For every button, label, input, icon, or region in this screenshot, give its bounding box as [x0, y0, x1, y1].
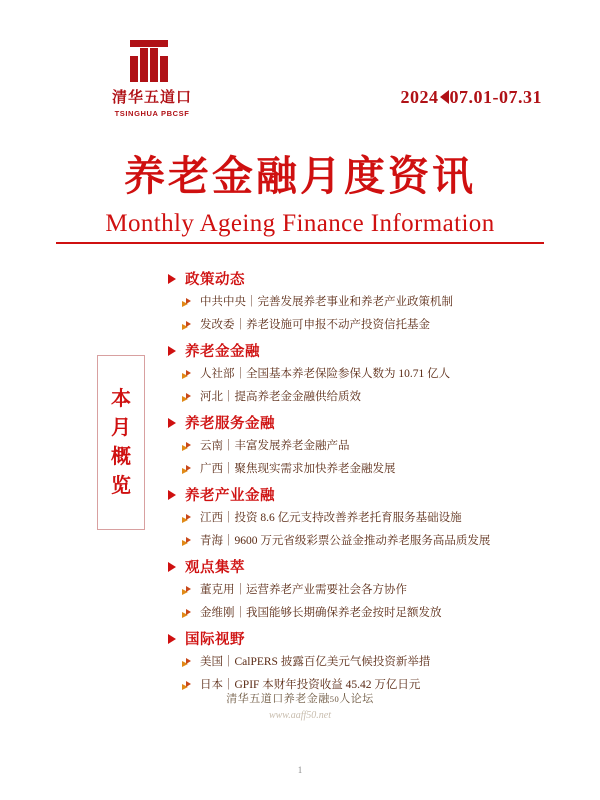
title-divider	[56, 242, 544, 244]
section-header[interactable]	[168, 556, 528, 577]
list-item-text: 广西｜聚焦现实需求加快养老金融发展	[200, 462, 396, 475]
list-item[interactable]	[182, 295, 528, 311]
list-item-text: 美国｜CalPERS 披露百亿美元气候投资新举措	[200, 656, 431, 669]
arrow-bullet-icon	[168, 346, 176, 356]
list-item-text: 江西｜投资 8.6 亿元支持改善养老托育服务基础设施	[200, 512, 462, 525]
arrow-bullet-icon	[168, 490, 176, 500]
section-title: 国际视野	[185, 632, 245, 649]
list-item-text: 董克用｜运营养老产业需要社会各方协作	[200, 584, 407, 597]
footer-org-main: 清华五道口养老金融	[226, 693, 330, 705]
list-item[interactable]	[182, 439, 528, 455]
list-item-text: 人社部｜全国基本养老保险参保人数为 10.71 亿人	[200, 368, 451, 381]
section-title: 养老产业金融	[185, 488, 275, 505]
double-arrow-bullet-icon	[182, 514, 192, 524]
list-item-text: 中共中央｜完善发展养老事业和养老产业政策机制	[200, 296, 453, 308]
section-header[interactable]	[168, 268, 528, 289]
double-arrow-bullet-icon	[182, 370, 192, 380]
arrow-bullet-icon	[168, 418, 176, 428]
title-english: Monthly Ageing Finance Information	[105, 210, 495, 237]
section	[168, 484, 528, 549]
section	[168, 628, 528, 693]
section-title: 政策动态	[185, 272, 245, 288]
list-item[interactable]	[182, 534, 528, 550]
double-arrow-bullet-icon	[182, 442, 192, 452]
list-item-text: 日本｜GPIF 本财年投资收益 45.42 万亿日元	[200, 678, 421, 691]
list-item-text: 云南｜丰富发展养老金融产品	[200, 440, 350, 453]
side-label-char: 本	[111, 387, 131, 410]
double-arrow-bullet-icon	[182, 609, 192, 619]
list-item-text: 河北｜提高养老金金融供给质效	[200, 390, 361, 403]
double-arrow-bullet-icon	[182, 658, 192, 668]
list-item[interactable]	[182, 655, 528, 671]
list-item[interactable]	[182, 606, 528, 622]
list-item-text: 发改委｜养老设施可申报不动产投资信托基金	[200, 318, 430, 331]
issue-year: 2024	[400, 87, 439, 107]
list-item[interactable]	[182, 462, 528, 478]
list-item[interactable]	[182, 367, 528, 383]
section	[168, 340, 528, 405]
page-number: 1	[297, 765, 303, 775]
arrow-bullet-icon	[168, 562, 176, 572]
triangle-icon	[440, 90, 449, 104]
section-header[interactable]	[168, 412, 528, 433]
section-header[interactable]	[168, 628, 528, 649]
brand-logo	[92, 40, 212, 118]
footer-org-tail: 人论坛	[339, 693, 374, 705]
arrow-bullet-icon	[168, 274, 176, 284]
section-header[interactable]	[168, 484, 528, 505]
issue-date-range	[401, 87, 543, 108]
double-arrow-bullet-icon	[182, 465, 192, 475]
list-item-text: 金维刚｜我国能够长期确保养老金按时足额发放	[200, 606, 442, 619]
list-item[interactable]	[182, 511, 528, 527]
double-arrow-bullet-icon	[182, 298, 192, 308]
side-label-char: 览	[111, 474, 131, 497]
logo-chinese-name: 清华五道口	[111, 89, 192, 106]
tsinghua-pbcsf-logo-icon	[128, 40, 176, 82]
section-header[interactable]	[168, 340, 528, 361]
double-arrow-bullet-icon	[182, 321, 192, 331]
list-item[interactable]	[182, 390, 528, 406]
section-title: 观点集萃	[185, 560, 245, 577]
title-chinese: 养老金融月度资讯	[124, 153, 476, 199]
double-arrow-bullet-icon	[182, 586, 192, 596]
document-footer	[0, 690, 600, 721]
double-arrow-bullet-icon	[182, 393, 192, 403]
list-item[interactable]	[182, 583, 528, 599]
list-item[interactable]	[182, 318, 528, 334]
page-title	[0, 143, 600, 238]
section-title: 养老服务金融	[185, 416, 275, 433]
side-label-char: 月	[111, 416, 131, 439]
section	[168, 412, 528, 477]
overview-side-label	[97, 355, 145, 530]
overview-content	[168, 268, 528, 700]
issue-period: 07.01-07.31	[449, 87, 542, 107]
section-title: 养老金金融	[185, 344, 260, 361]
footer-organization	[0, 690, 600, 706]
list-item-text: 青海｜9600 万元省级彩票公益金推动养老服务高品质发展	[200, 534, 491, 547]
document-header	[0, 40, 600, 120]
section	[168, 556, 528, 621]
side-label-char: 概	[111, 445, 131, 468]
footer-url[interactable]: www.aaff50.net	[268, 710, 332, 721]
section	[168, 268, 528, 333]
footer-org-sub: 50	[329, 694, 340, 704]
arrow-bullet-icon	[168, 634, 176, 644]
logo-english-name: TSINGHUA PBCSF	[114, 109, 190, 118]
double-arrow-bullet-icon	[182, 537, 192, 547]
